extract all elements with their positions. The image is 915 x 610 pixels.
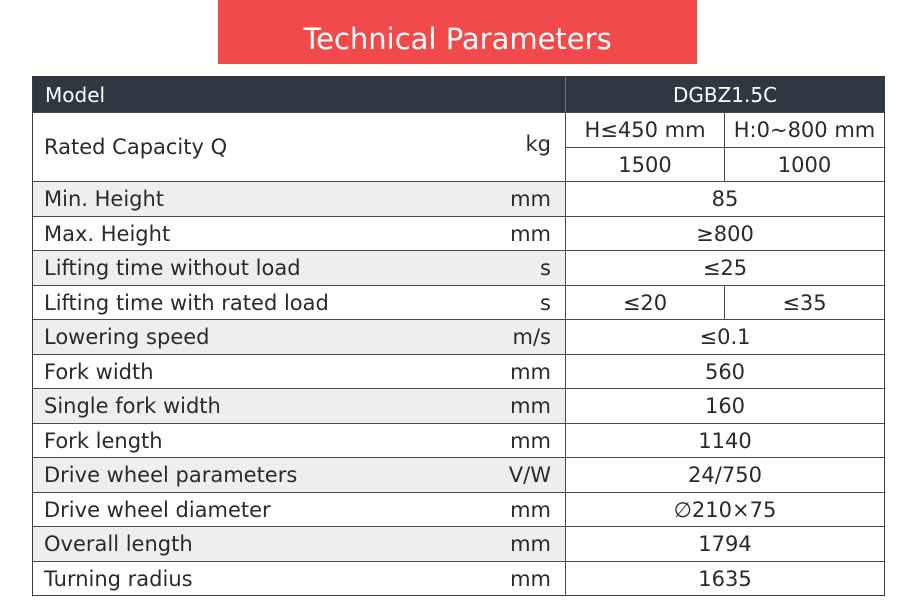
row-value: 24/750 [688, 463, 762, 487]
row-value: ∅210×75 [673, 497, 777, 522]
parameters-table [32, 76, 885, 596]
row-label: Overall length [44, 532, 193, 556]
table-row [33, 388, 884, 423]
row-label: Lifting time with rated load [44, 290, 329, 315]
row-unit: mm [510, 428, 551, 453]
row-unit: V/W [508, 463, 551, 487]
row-value: 1794 [698, 532, 752, 556]
row-value: 560 [704, 359, 746, 384]
capacity-col2-value: 1000 [777, 153, 832, 177]
row-label: Lowering speed [44, 325, 210, 349]
row-label: Lifting time without load [44, 256, 301, 280]
row-label: Single fork width [44, 394, 221, 418]
row-value: ≤0.1 [699, 325, 751, 349]
row-label: Fork length [44, 428, 163, 453]
row-unit: m/s [512, 325, 551, 349]
table-row [33, 457, 884, 492]
row-label: Fork width [44, 359, 154, 384]
table-row-capacity [33, 112, 884, 181]
capacity-col1-value: 1500 [566, 148, 725, 182]
table-row [33, 526, 884, 561]
table-row [33, 181, 884, 216]
row-value-a: ≤20 [566, 286, 725, 320]
row-value: 1635 [698, 566, 752, 591]
row-label: Rated Capacity Q [44, 135, 228, 159]
row-unit: mm [510, 566, 551, 591]
table-row [33, 319, 884, 354]
header-model-value: DGBZ1.5C [672, 83, 778, 107]
row-value: 160 [704, 394, 746, 418]
capacity-col1-head: H≤450 mm [566, 113, 725, 147]
row-value: ≤25 [702, 256, 748, 280]
row-label: Drive wheel diameter [44, 497, 271, 522]
table-row [33, 561, 884, 596]
row-unit: s [540, 256, 551, 280]
row-unit: s [540, 290, 551, 315]
row-label: Min. Height [44, 187, 165, 211]
table-row [33, 216, 884, 251]
row-unit: kg [525, 132, 551, 156]
row-value: 85 [711, 187, 739, 211]
table-row [33, 285, 884, 320]
table-row [33, 354, 884, 389]
table-header [33, 77, 884, 112]
row-label: Turning radius [44, 566, 193, 591]
row-unit: mm [510, 532, 551, 556]
row-unit: mm [510, 497, 551, 522]
table-row [33, 250, 884, 285]
row-unit: mm [510, 221, 551, 246]
row-label: Drive wheel parameters [44, 463, 298, 487]
row-label: Max. Height [44, 221, 171, 246]
row-unit: mm [510, 187, 551, 211]
table-row [33, 423, 884, 458]
row-unit: mm [510, 359, 551, 384]
row-value: ≥800 [696, 221, 754, 246]
row-unit: mm [510, 394, 551, 418]
capacity-col2-head: H:0~800 mm [733, 118, 876, 142]
header-model-label: Model [45, 83, 106, 107]
page-title: Technical Parameters [218, 0, 697, 64]
table-row [33, 492, 884, 527]
row-value: 1140 [698, 428, 752, 453]
row-value-b: ≤35 [782, 290, 827, 315]
